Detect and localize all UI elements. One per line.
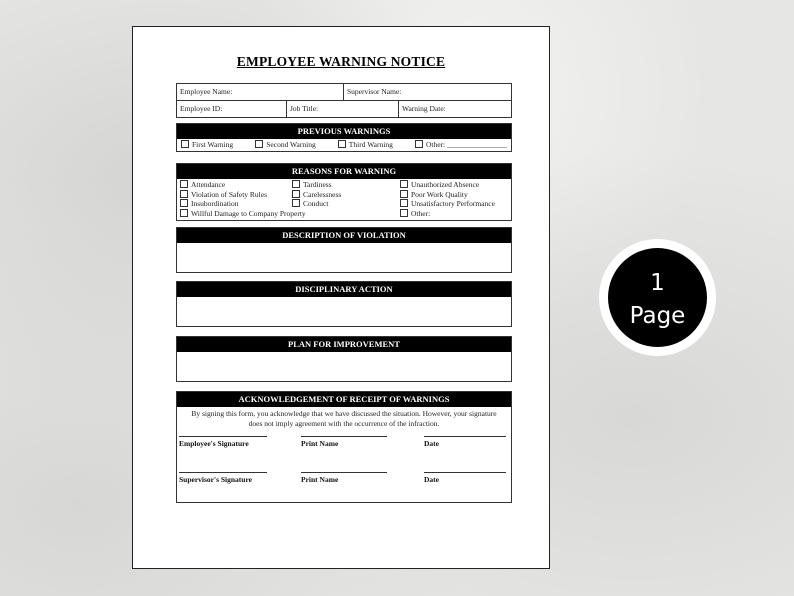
previous-warnings-header: PREVIOUS WARNINGS [177, 124, 511, 139]
checkbox-conduct[interactable]: Conduct [292, 199, 400, 209]
employee-date-line[interactable]: Date [424, 436, 506, 448]
checkbox-other-warning[interactable]: Other: ________________ [415, 140, 507, 149]
employee-info-table [176, 83, 512, 118]
disciplinary-field[interactable] [177, 297, 511, 326]
checkbox-second-warning[interactable]: Second Warning [255, 140, 315, 149]
acknowledgement-section [176, 391, 512, 503]
checkbox-poor-work-quality[interactable]: Poor Work Quality [400, 190, 510, 200]
checkbox-willful-damage[interactable]: Willful Damage to Company Property [180, 209, 400, 219]
checkbox-third-warning[interactable]: Third Warning [338, 140, 393, 149]
description-section [176, 227, 512, 273]
disciplinary-header: DISCIPLINARY ACTION [177, 282, 511, 297]
reasons-section [176, 163, 512, 221]
checkbox-unsatisfactory-performance[interactable]: Unsatisfactory Performance [400, 199, 510, 209]
checkbox-tardiness[interactable]: Tardiness [292, 180, 400, 190]
reasons-header: REASONS FOR WARNING [177, 164, 511, 179]
badge-label: Page [629, 303, 686, 329]
employee-print-name-line[interactable]: Print Name [301, 436, 387, 448]
description-header: DESCRIPTION OF VIOLATION [177, 228, 511, 243]
acknowledgement-text: By signing this form, you acknowledge that we have discussed the situation. However, your signature does not imply agreement with the occurrence of the infraction. [191, 409, 497, 428]
badge-number: 1 [650, 270, 665, 296]
acknowledgement-header: ACKNOWLEDGEMENT OF RECEIPT OF WARNINGS [177, 392, 511, 407]
plan-section [176, 336, 512, 382]
disciplinary-section [176, 281, 512, 327]
previous-warnings-section [176, 123, 512, 152]
checkbox-attendance[interactable]: Attendance [180, 180, 292, 190]
employee-name-field[interactable]: Employee Name: [177, 84, 344, 100]
supervisor-name-field[interactable]: Supervisor Name: [347, 87, 402, 96]
employee-signature-line[interactable]: Employee's Signature [179, 436, 267, 448]
document-page [132, 26, 550, 569]
warning-date-field[interactable]: Warning Date: [402, 104, 446, 113]
checkbox-first-warning[interactable]: First Warning [181, 140, 233, 149]
job-title-field[interactable]: Job Title: [287, 101, 399, 117]
employee-signature-row [177, 428, 511, 466]
checkbox-other-reason[interactable]: Other: [400, 209, 510, 219]
employee-id-field[interactable]: Employee ID: [177, 101, 287, 117]
page-count-badge [599, 239, 716, 356]
page-title: EMPLOYEE WARNING NOTICE [236, 54, 446, 69]
supervisor-date-line[interactable]: Date [424, 472, 506, 484]
supervisor-signature-line[interactable]: Supervisor's Signature [179, 472, 267, 484]
plan-field[interactable] [177, 352, 511, 381]
supervisor-signature-row [177, 466, 511, 504]
checkbox-safety-rules[interactable]: Violation of Safety Rules [180, 190, 292, 200]
plan-header: PLAN FOR IMPROVEMENT [177, 337, 511, 352]
checkbox-unauthorized-absence[interactable]: Unauthorized Absence [400, 180, 510, 190]
checkbox-insubordination[interactable]: Insubordination [180, 199, 292, 209]
description-field[interactable] [177, 243, 511, 272]
supervisor-print-name-line[interactable]: Print Name [301, 472, 387, 484]
checkbox-carelessness[interactable]: Carelessness [292, 190, 400, 200]
